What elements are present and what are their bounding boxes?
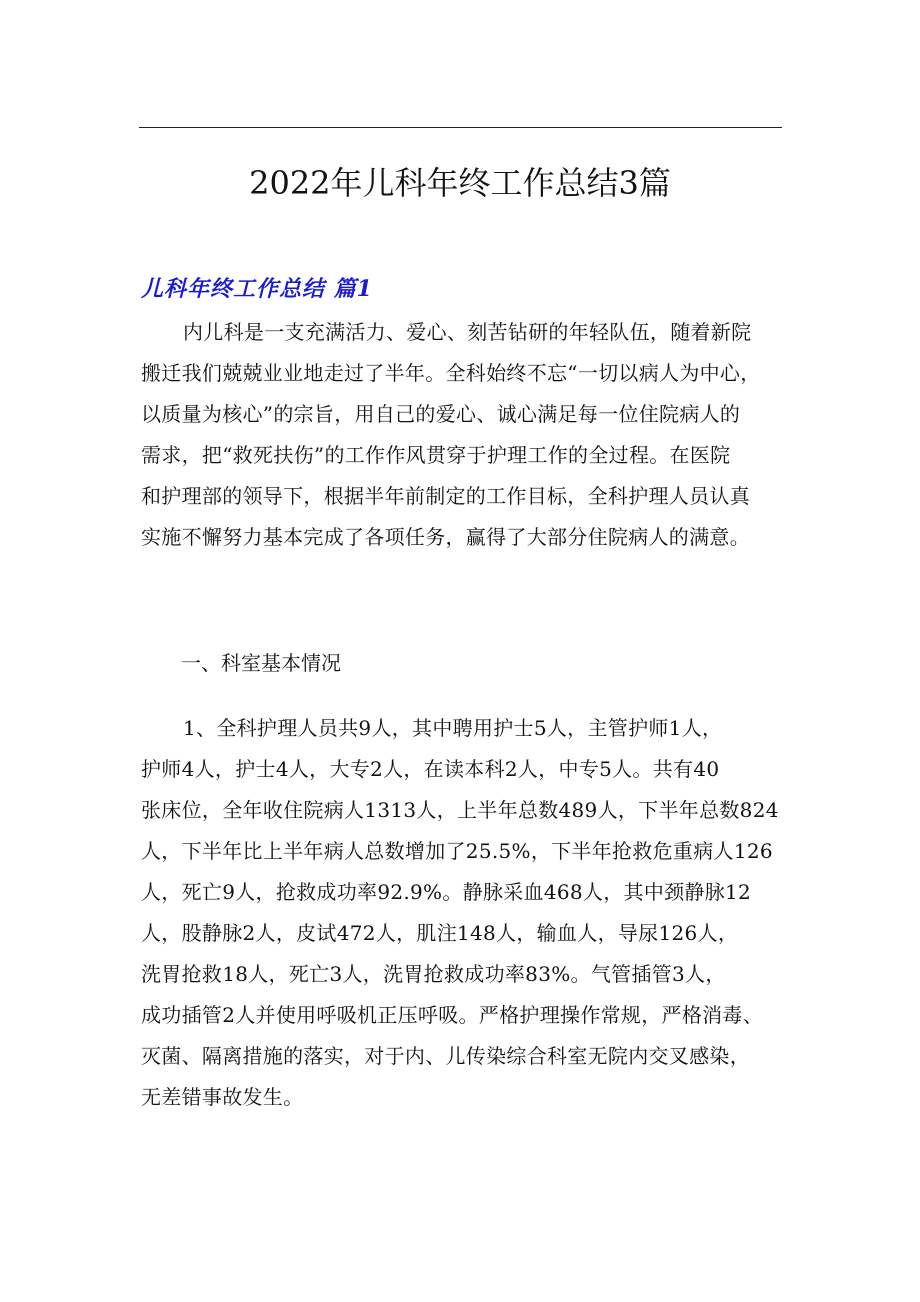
paragraph-line: 人，下半年比上半年病人总数增加了25.5%，下半年抢救危重病人126 (141, 839, 773, 863)
paragraph-line: 无差错事故发生。 (141, 1085, 304, 1109)
section-heading: 儿科年终工作总结 篇1 (141, 276, 373, 302)
paragraph-line: 和护理部的领导下，根据半年前制定的工作目标，全科护理人员认真 (141, 484, 750, 508)
paragraph-line: 人，死亡9人，抢救成功率92.9%。静脉采血468人，其中颈静脉12 (141, 880, 752, 904)
header-rule (139, 127, 782, 128)
intro-paragraph (141, 312, 781, 558)
subheading-basic-situation: 一、科室基本情况 (181, 651, 341, 675)
paragraph-line: 洗胃抢救18人，死亡3人，洗胃抢救成功率83%。气管插管3人， (141, 962, 726, 986)
paragraph-line: 人，股静脉2人，皮试472人，肌注148人，输血人，导尿126人， (141, 921, 739, 945)
paragraph-line: 需求，把“救死扶伤”的工作作风贯穿于护理工作的全过程。在医院 (141, 443, 731, 467)
paragraph-line: 张床位，全年收住院病人1313人，上半年总数489人，下半年总数824 (141, 798, 779, 822)
paragraph-line: 以质量为核心”的宗旨，用自己的爱心、诚心满足每一位住院病人的 (141, 402, 741, 426)
paragraph-line: 实施不懈努力基本完成了各项任务，赢得了大部分住院病人的满意。 (141, 525, 750, 549)
paragraph-line: 内儿科是一支充满活力、爱心、刻苦钻研的年轻队伍，随着新院 (183, 320, 752, 344)
paragraph-line: 搬迁我们兢兢业业地走过了半年。全科始终不忘“一切以病人为中心， (141, 361, 761, 385)
paragraph-line: 成功插管2人并使用呼吸机正压呼吸。严格护理操作常规，严格消毒、 (141, 1003, 764, 1027)
paragraph-line: 1、全科护理人员共9人，其中聘用护士5人，主管护师1人， (183, 716, 723, 740)
paragraph-line: 灭菌、隔离措施的落实，对于内、儿传染综合科室无院内交叉感染， (141, 1044, 750, 1068)
item1-paragraph (141, 708, 781, 1118)
document-title: 2022年儿科年终工作总结3篇 (249, 164, 671, 202)
paragraph-line: 护师4人，护士4人，大专2人，在读本科2人，中专5人。共有40 (141, 757, 720, 781)
